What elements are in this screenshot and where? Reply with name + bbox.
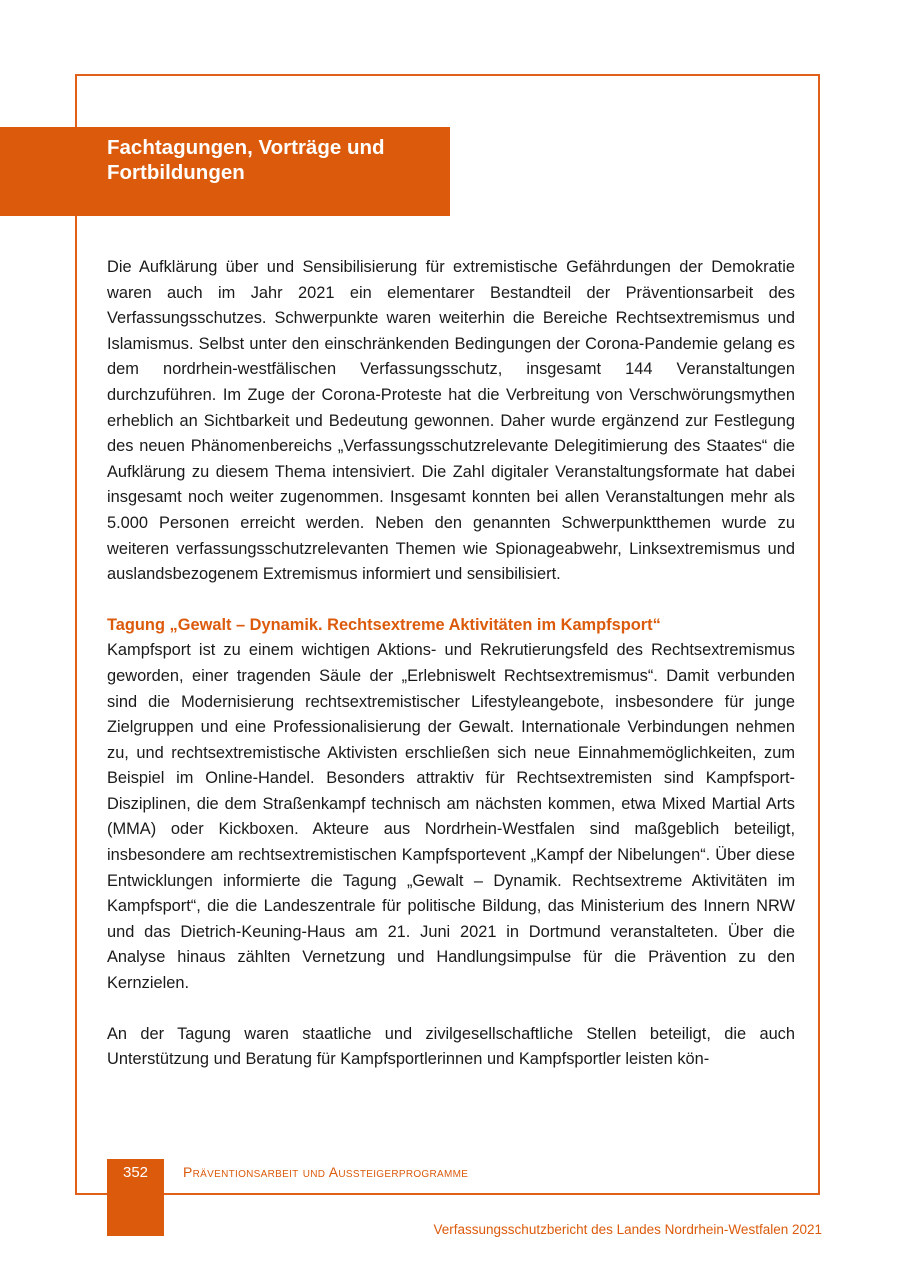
paragraph-kampfsport: Kampfsport ist zu einem wichtigen Aktions- und Rekrutierungsfeld des Rechtsextremismus geworden, einer tragenden Säule der „Erlebniswelt Rechtsextremismus“. Damit verbunden sind die Modernisierung rechtsextremistischer Lifestyleangebote, insbesondere für junge Zielgruppen und eine Professionalisierung der Gewalt. Internationale Verbindungen nehmen zu, und rechtsextremistische Aktivisten erschließen sich neue Einnahmemöglichkeiten, zum Beispiel im Online-Handel. Besonders attraktiv für Rechtsextremisten sind Kampfsport-Disziplinen, die dem Straßenkampf technisch am nächsten kommen, etwa Mixed Martial Arts (MMA) oder Kickboxen. Akteure aus Nordrhein-Westfalen sind maßgeblich beteiligt, insbesondere am rechtsextremistischen Kampfsportevent „Kampf der Nibelungen“. Über diese Entwicklungen informierte die Tagung „Gewalt – Dynamik. Rechtsextreme Aktivitäten im Kampfsport“, die die Landeszentrale für politische Bildung, das Ministerium des Innern NRW und das Dietrich-Keuning-Haus am 21. Juni 2021 in Dortmund veranstalteten. Über die Analyse hinaus zählten Vernetzung und Handlungsimpulse für die Prävention zu den Kernzielen.: [107, 641, 795, 993]
section-title: Fachtagungen, Vorträge und Fortbildungen: [107, 136, 385, 184]
paragraph-tagung-beteiligte: An der Tagung waren staatliche und zivilgesellschaftliche Stellen beteiligt, die auch Unterstützung und Beratung für Kampfsportlerinnen und Kampfsportler leisten kön-: [107, 1024, 795, 1069]
page-number-box: [107, 1159, 164, 1236]
chapter-title: Präventionsarbeit und Aussteigerprogramme: [183, 1164, 469, 1180]
footer-text: Verfassungsschutzbericht des Landes Nordrhein-Westfalen 2021: [433, 1222, 822, 1237]
subheading-tagung: Tagung „Gewalt – Dynamik. Rechtsextreme Aktivitäten im Kampfsport“: [107, 615, 661, 634]
page-number: 352: [122, 1164, 149, 1181]
section-title-box: [0, 127, 450, 216]
main-content: [107, 255, 795, 1073]
paragraph-intro: Die Aufklärung über und Sensibilisierung für extremistische Gefährdungen der Demokratie waren auch im Jahr 2021 ein elementarer Bestandteil der Präventionsarbeit des Verfassungsschutzes. Schwerpunkte waren weiterhin die Bereiche Rechtsextremismus und Islamismus. Selbst unter den einschränkenden Bedingungen der Corona-Pandemie gelang es dem nordrhein-westfälischen Verfassungsschutz, insgesamt 144 Veranstaltungen durchzuführen. Im Zuge der Corona-Proteste hat die Verbreitung von Verschwörungsmythen erheblich an Sichtbarkeit und Bedeutung gewonnen. Daher wurde ergänzend zur Festlegung des neuen Phänomenbereichs „Verfassungsschutzrelevante Delegitimierung des Staates“ die Aufklärung zu diesem Thema intensiviert. Die Zahl digitaler Veranstaltungsformate hat dabei insgesamt noch weiter zugenommen. Insgesamt konnten bei allen Veranstaltungen mehr als 5.000 Personen erreicht werden. Neben den genannten Schwerpunktthemen wurde zu weiteren verfassungsschutzrelevanten Themen wie Spionageabwehr, Linksextremismus und auslandsbezogenem Extremismus informiert und sensibilisiert.: [107, 258, 795, 584]
